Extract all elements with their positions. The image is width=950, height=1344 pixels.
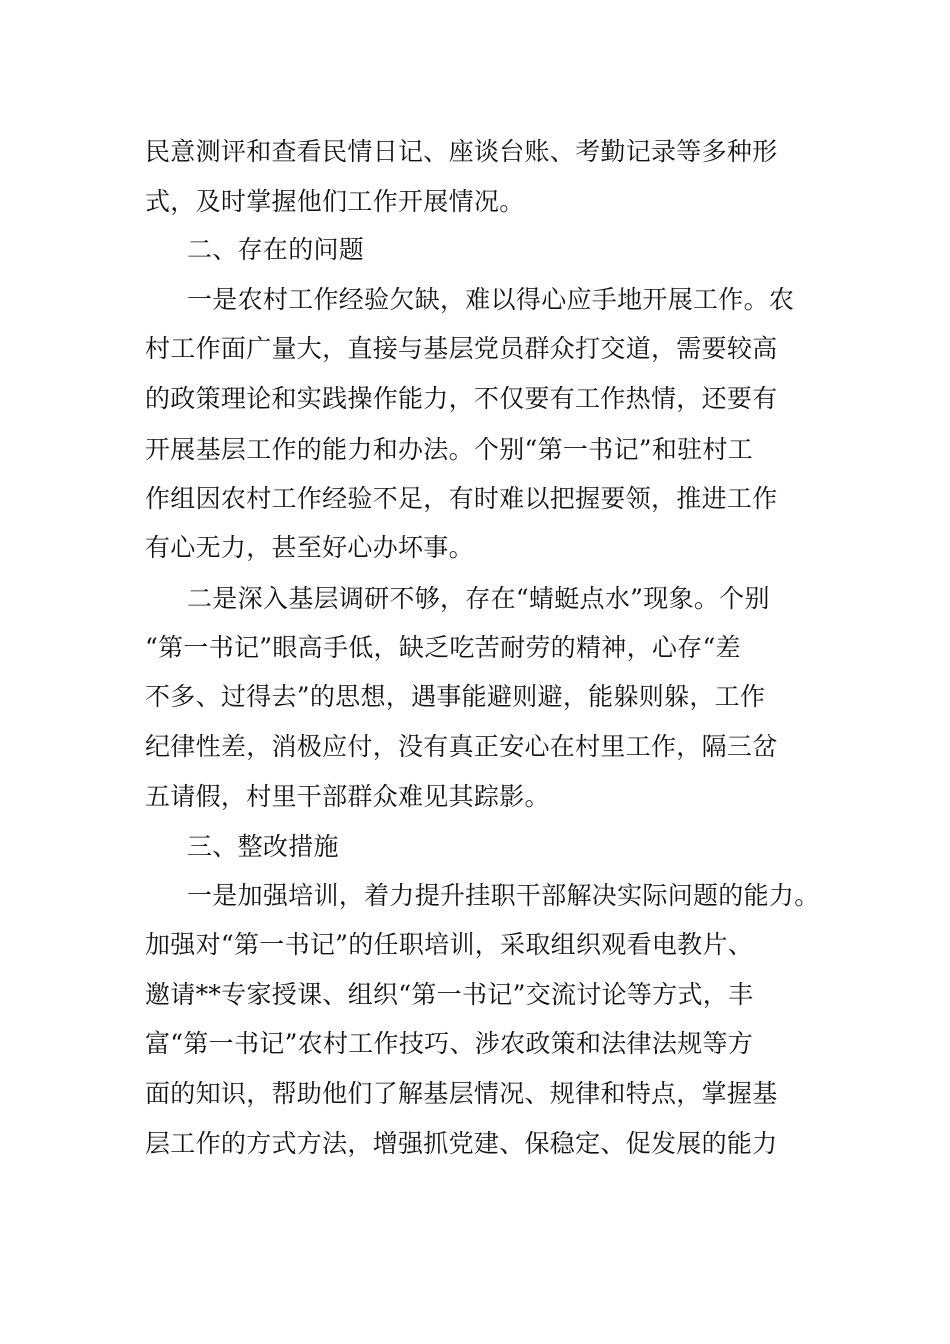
- section-heading: 二、存在的问题: [187, 235, 365, 264]
- text-line: 二是深入基层调研不够，存在“蜻蜓点水”现象。个别: [187, 584, 770, 613]
- text-line: 层工作的方式方法，增强抓党建、保稳定、促发展的能力: [145, 1129, 778, 1158]
- text-line: 一是农村工作经验欠缺，难以得心应手地开展工作。农: [187, 285, 795, 314]
- text-line: “第一书记”眼高手低，缺乏吃苦耐劳的精神，心存“差: [145, 633, 741, 662]
- text-line: 作组因农村工作经验不足，有时难以把握要领，推进工作: [145, 484, 778, 513]
- text-line: 一是加强培训，着力提升挂职干部解决实际问题的能力。: [187, 881, 820, 910]
- text-line: 不多、过得去”的思想，遇事能避则避，能躲则躲，工作: [145, 682, 766, 711]
- text-line: 面的知识，帮助他们了解基层情况、规律和特点，掌握基: [145, 1079, 778, 1108]
- text-line: 纪律性差，消极应付，没有真正安心在村里工作，隔三岔: [145, 732, 778, 761]
- text-line: 村工作面广量大，直接与基层党员群众打交道，需要较高: [145, 334, 778, 363]
- text-line: 富“第一书记”农村工作技巧、涉农政策和法律法规等方: [145, 1029, 754, 1058]
- section-heading: 三、整改措施: [187, 832, 339, 861]
- text-line: 加强对“第一书记”的任职培训，采取组织观看电教片、: [145, 930, 754, 959]
- text-line: 民意测评和查看民情日记、座谈台账、考勤记录等多种形: [145, 137, 778, 166]
- text-line: 的政策理论和实践操作能力，不仅要有工作热情，还要有: [145, 384, 778, 413]
- text-line: 式，及时掌握他们工作开展情况。: [145, 187, 525, 216]
- text-line: 邀请**专家授课、组织“第一书记”交流讨论等方式，丰: [145, 980, 754, 1009]
- text-line: 五请假，村里干部群众难见其踪影。: [145, 782, 550, 811]
- text-line: 开展基层工作的能力和办法。个别“第一书记”和驻村工: [145, 435, 754, 464]
- text-line: 有心无力，甚至好心办坏事。: [145, 533, 474, 562]
